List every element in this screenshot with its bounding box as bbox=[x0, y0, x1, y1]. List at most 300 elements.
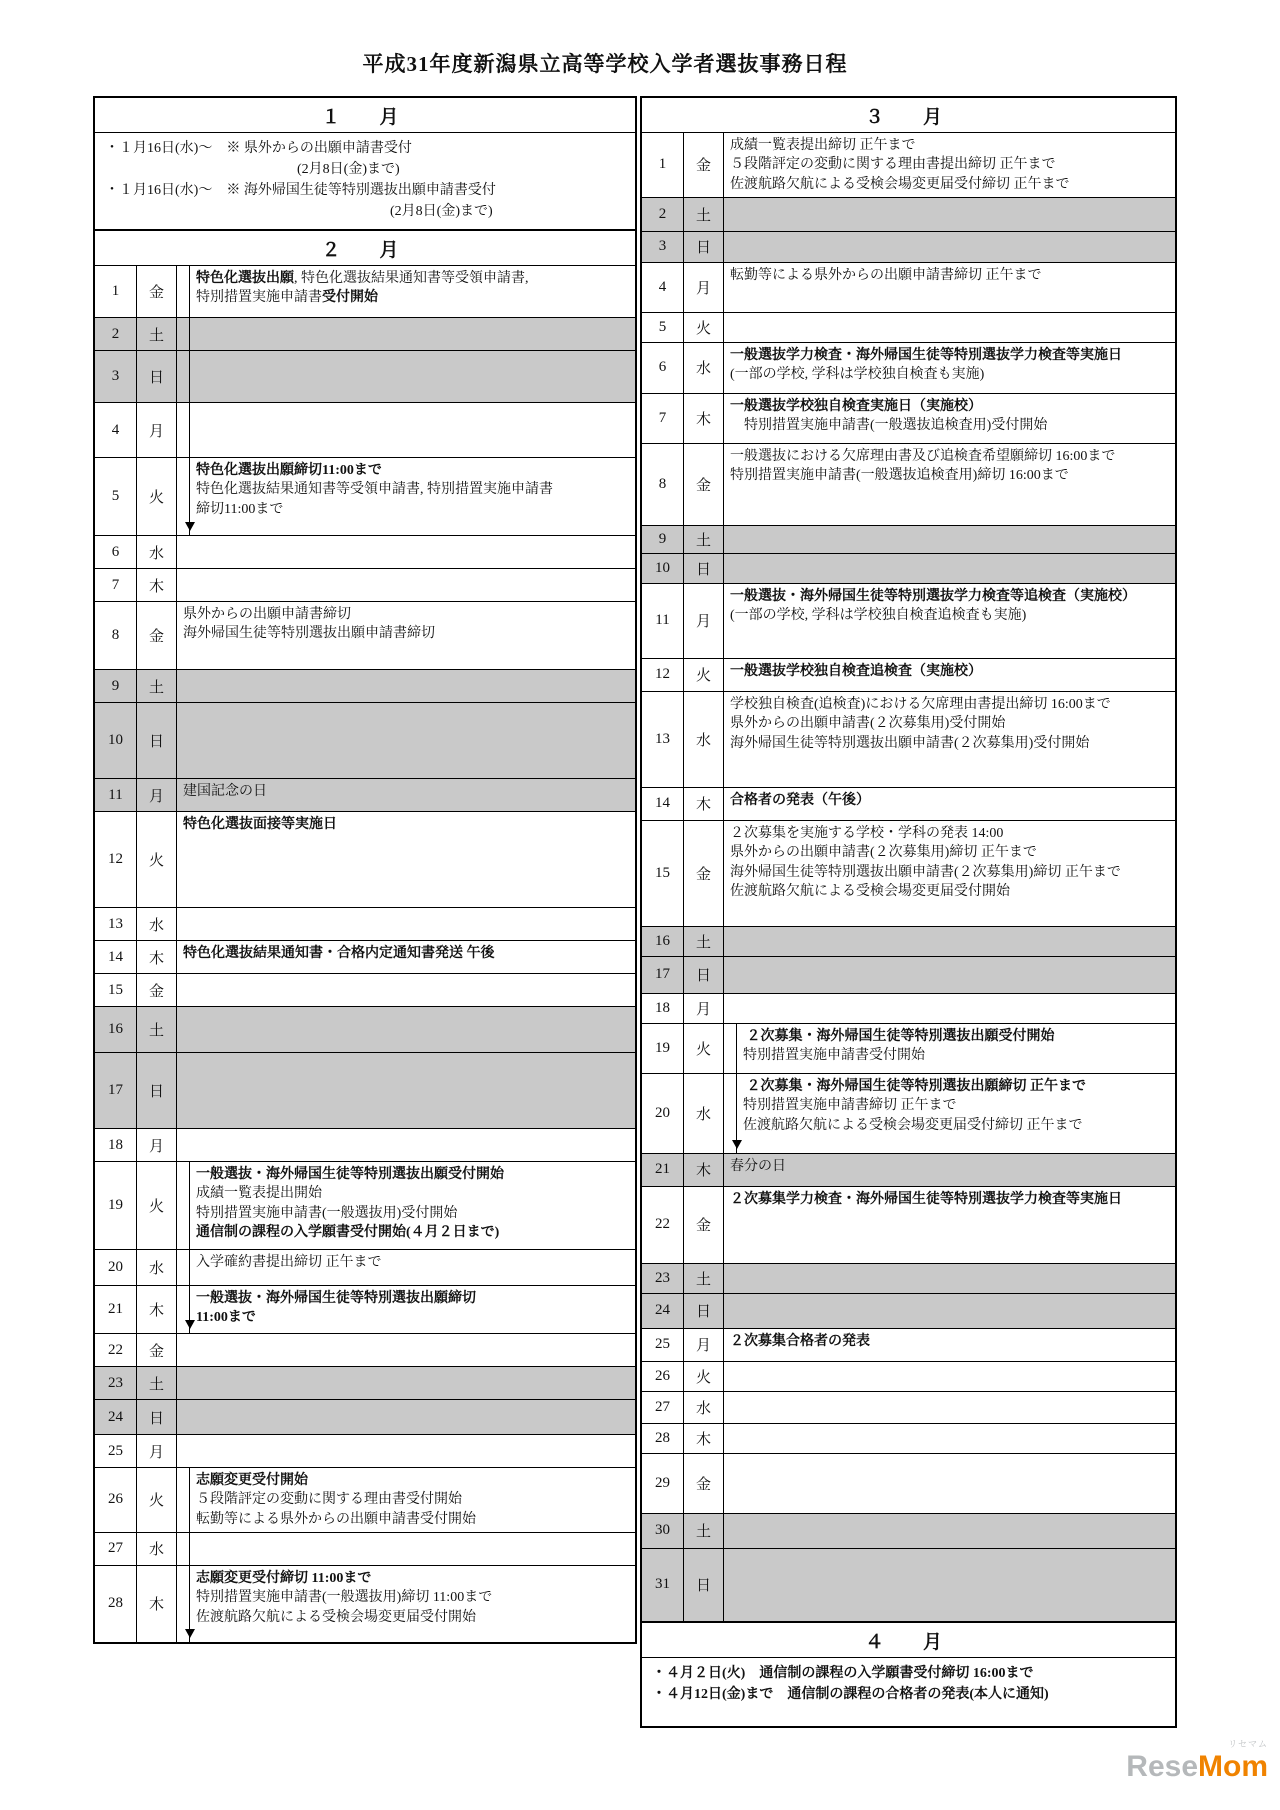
event-text bbox=[177, 670, 635, 702]
weekday-cell: 金 bbox=[684, 444, 724, 525]
day-cell: 25 bbox=[95, 1435, 137, 1467]
day-cell: 4 bbox=[642, 263, 684, 312]
event-text bbox=[190, 318, 635, 350]
event-text bbox=[177, 974, 635, 1006]
period-arrow bbox=[177, 351, 190, 402]
table-row bbox=[642, 444, 1175, 526]
event-cell bbox=[177, 1129, 635, 1161]
note-line: ・４月２日(火) 通信制の課程の入学願書受付締切 16:00まで bbox=[652, 1665, 1034, 1681]
weekday-cell: 月 bbox=[684, 263, 724, 312]
table-row bbox=[95, 536, 635, 569]
month-header-april: ４ 月 bbox=[642, 1621, 1175, 1658]
day-cell: 2 bbox=[95, 318, 137, 350]
event-text: 一般選抜学校独自検査追検査（実施校） bbox=[730, 663, 982, 679]
table-row bbox=[642, 1514, 1175, 1549]
table-row bbox=[642, 313, 1175, 343]
weekday-cell: 月 bbox=[684, 994, 724, 1023]
resemom-logo bbox=[1126, 1737, 1268, 1784]
calendar-table-mar-apr bbox=[640, 96, 1177, 1728]
event-cell bbox=[177, 1400, 635, 1434]
table-row bbox=[642, 1294, 1175, 1329]
weekday-cell: 日 bbox=[684, 957, 724, 993]
event-text bbox=[177, 1367, 635, 1399]
event-text: ２次募集を実施する学校・学科の発表 14:00 県外からの出願申請書(２次募集用)締切 正午まで 海外帰国生徒等特別選抜出願申請書(２次募集用)締切 正午まで 佐渡航路欠航による受検会場変更届受付開始 bbox=[730, 825, 1121, 899]
day-cell: 10 bbox=[95, 703, 137, 778]
weekday-cell: 月 bbox=[684, 1329, 724, 1361]
day-cell: 27 bbox=[95, 1533, 137, 1565]
day-cell: 11 bbox=[95, 779, 137, 811]
table-row bbox=[95, 1435, 635, 1468]
event-text bbox=[177, 1007, 635, 1052]
april-notes bbox=[642, 1658, 1175, 1726]
weekday-cell: 木 bbox=[137, 941, 177, 973]
event-cell bbox=[177, 703, 635, 778]
day-cell: 11 bbox=[642, 584, 684, 658]
event-cell bbox=[724, 994, 1175, 1023]
weekday-cell: 水 bbox=[684, 1392, 724, 1423]
weekday-cell: 金 bbox=[137, 602, 177, 669]
day-cell: 26 bbox=[95, 1468, 137, 1532]
table-row bbox=[95, 974, 635, 1007]
table-row bbox=[642, 994, 1175, 1024]
day-cell: 9 bbox=[95, 670, 137, 702]
weekday-cell: 金 bbox=[684, 821, 724, 926]
event-text bbox=[724, 994, 1175, 1023]
period-arrow bbox=[177, 403, 190, 457]
weekday-cell: 日 bbox=[684, 1549, 724, 1621]
table-row bbox=[95, 1129, 635, 1162]
event-cell bbox=[177, 266, 635, 317]
table-row bbox=[642, 394, 1175, 444]
event-text bbox=[177, 1053, 635, 1128]
weekday-cell: 木 bbox=[137, 1286, 177, 1333]
table-row bbox=[95, 1250, 635, 1286]
table-row bbox=[95, 1400, 635, 1435]
table-row bbox=[642, 1454, 1175, 1514]
event-text bbox=[190, 1533, 635, 1565]
day-cell: 12 bbox=[95, 812, 137, 907]
weekday-cell: 火 bbox=[137, 812, 177, 907]
table-row bbox=[642, 788, 1175, 821]
weekday-cell: 日 bbox=[137, 351, 177, 402]
day-cell: 24 bbox=[95, 1400, 137, 1434]
table-row bbox=[642, 1362, 1175, 1392]
table-row bbox=[95, 351, 635, 403]
weekday-cell: 日 bbox=[684, 554, 724, 583]
event-cell bbox=[177, 1286, 635, 1333]
event-cell bbox=[724, 198, 1175, 231]
event-cell bbox=[177, 812, 635, 907]
table-row bbox=[95, 812, 635, 908]
period-arrow bbox=[177, 318, 190, 350]
weekday-cell: 水 bbox=[684, 692, 724, 787]
day-cell: 6 bbox=[642, 343, 684, 393]
event-text bbox=[177, 1400, 635, 1434]
weekday-cell: 木 bbox=[137, 1566, 177, 1642]
day-cell: 21 bbox=[642, 1154, 684, 1186]
day-cell: 23 bbox=[95, 1367, 137, 1399]
table-row bbox=[642, 1329, 1175, 1362]
event-cell bbox=[724, 232, 1175, 262]
event-cell bbox=[177, 1367, 635, 1399]
event-cell bbox=[724, 1187, 1175, 1263]
event-cell bbox=[177, 403, 635, 457]
event-cell bbox=[724, 788, 1175, 820]
day-cell: 18 bbox=[642, 994, 684, 1023]
day-cell: 28 bbox=[642, 1424, 684, 1453]
day-cell: 5 bbox=[642, 313, 684, 342]
event-text: 春分の日 bbox=[730, 1158, 786, 1174]
table-row bbox=[642, 1549, 1175, 1621]
month-header-january: １ 月 bbox=[95, 98, 635, 133]
day-cell: 20 bbox=[642, 1074, 684, 1153]
event-text: 一般選抜・海外帰国生徒等特別選抜出願受付開始 成績一覧表提出開始 特別措置実施申請書(一般選抜用)受付開始 通信制の課程の入学願書受付開始(４月２日まで) bbox=[196, 1167, 504, 1240]
event-text: 特色化選抜出願, 特色化選抜結果通知書等受領申請書, 特別措置実施申請書受付開始 bbox=[196, 271, 529, 306]
table-row bbox=[95, 779, 635, 812]
day-cell: 7 bbox=[642, 394, 684, 443]
table-row bbox=[95, 403, 635, 458]
event-text bbox=[177, 908, 635, 940]
table-row bbox=[95, 266, 635, 318]
event-text: 学校独自検査(追検査)における欠席理由書提出締切 16:00まで 県外からの出願申請書(２次募集用)受付開始 海外帰国生徒等特別選抜出願申請書(２次募集用)受付開始 bbox=[730, 696, 1111, 751]
event-text bbox=[724, 1294, 1175, 1328]
event-text bbox=[177, 569, 635, 601]
arrow-down-icon bbox=[185, 1629, 195, 1643]
event-text: 一般選抜学校独自検査実施日（実施校） 特別措置実施申請書(一般選抜追検査用)受付開始 bbox=[730, 398, 1048, 434]
weekday-cell: 火 bbox=[684, 313, 724, 342]
period-arrow bbox=[724, 1074, 737, 1153]
table-row bbox=[95, 1367, 635, 1400]
day-cell: 19 bbox=[95, 1162, 137, 1249]
note-line: ・１月16日(水)～ ※ 海外帰国生徒等特別選抜出願申請書受付 bbox=[105, 183, 496, 198]
event-cell bbox=[177, 1533, 635, 1565]
event-cell bbox=[724, 1424, 1175, 1453]
weekday-cell: 金 bbox=[137, 974, 177, 1006]
table-row bbox=[95, 1007, 635, 1053]
event-cell bbox=[724, 1549, 1175, 1621]
note-line: (2月8日(金)まで) bbox=[297, 162, 400, 177]
event-text: 一般選抜・海外帰国生徒等特別選抜学力検査等追検査（実施校） (一部の学校, 学科は学校独自検査追検査も実施) bbox=[730, 588, 1136, 624]
event-cell bbox=[177, 602, 635, 669]
weekday-cell: 土 bbox=[684, 526, 724, 553]
arrow-down-icon bbox=[732, 1140, 742, 1154]
weekday-cell: 火 bbox=[684, 659, 724, 691]
table-row bbox=[95, 569, 635, 602]
table-row bbox=[95, 318, 635, 351]
day-cell: 2 bbox=[642, 198, 684, 231]
event-cell bbox=[177, 458, 635, 535]
table-row bbox=[642, 584, 1175, 659]
event-cell bbox=[177, 941, 635, 973]
table-row bbox=[95, 703, 635, 779]
weekday-cell: 木 bbox=[684, 788, 724, 820]
event-cell bbox=[177, 779, 635, 811]
event-text bbox=[724, 313, 1175, 342]
event-cell bbox=[177, 1162, 635, 1249]
event-text: 転勤等による県外からの出願申請書締切 正午まで bbox=[730, 267, 1042, 283]
weekday-cell: 水 bbox=[137, 1250, 177, 1285]
weekday-cell: 月 bbox=[137, 403, 177, 457]
event-text: 特色化選抜結果通知書・合格内定通知書発送 午後 bbox=[183, 946, 495, 961]
day-cell: 31 bbox=[642, 1549, 684, 1621]
event-text: 一般選抜における欠席理由書及び追検査希望願締切 16:00まで 特別措置実施申請書(一般選抜追検査用)締切 16:00まで bbox=[730, 448, 1116, 484]
day-cell: 6 bbox=[95, 536, 137, 568]
weekday-cell: 水 bbox=[137, 1533, 177, 1565]
day-cell: 9 bbox=[642, 526, 684, 553]
event-text: 入学確約書提出締切 正午まで bbox=[196, 1255, 382, 1270]
resemom-logo-caption: リセマム bbox=[1228, 1739, 1268, 1749]
event-cell bbox=[177, 908, 635, 940]
period-arrow bbox=[177, 1566, 190, 1642]
event-cell bbox=[724, 394, 1175, 443]
weekday-cell: 火 bbox=[137, 1468, 177, 1532]
weekday-cell: 火 bbox=[137, 458, 177, 535]
resemom-wordmark: ReseMom bbox=[1126, 1750, 1268, 1783]
event-text: 志願変更受付締切 11:00まで 特別措置実施申請書(一般選抜用)締切 11:00まで 佐渡航路欠航による受検会場変更届受付開始 bbox=[196, 1570, 493, 1625]
period-arrow bbox=[177, 1286, 190, 1333]
note-line: ・１月16日(水)～ ※ 県外からの出願申請書受付 bbox=[105, 141, 412, 156]
january-notes bbox=[95, 133, 635, 229]
table-row bbox=[642, 1154, 1175, 1187]
event-cell bbox=[724, 1392, 1175, 1423]
table-row bbox=[95, 670, 635, 703]
table-row bbox=[642, 1024, 1175, 1074]
weekday-cell: 木 bbox=[684, 1424, 724, 1453]
event-cell bbox=[177, 1566, 635, 1642]
march-rows bbox=[642, 133, 1175, 1621]
table-row bbox=[95, 1468, 635, 1533]
event-text bbox=[177, 1129, 635, 1161]
event-text: 県外からの出願申請書締切 海外帰国生徒等特別選抜出願申請書締切 bbox=[183, 607, 435, 642]
event-text bbox=[724, 1514, 1175, 1548]
table-row bbox=[95, 1533, 635, 1566]
day-cell: 1 bbox=[642, 133, 684, 197]
event-text: 特色化選抜面接等実施日 bbox=[183, 817, 337, 832]
weekday-cell: 土 bbox=[684, 927, 724, 956]
event-cell bbox=[724, 343, 1175, 393]
day-cell: 24 bbox=[642, 1294, 684, 1328]
table-row bbox=[95, 458, 635, 536]
event-cell bbox=[724, 1362, 1175, 1391]
table-row bbox=[95, 1334, 635, 1367]
period-arrow bbox=[177, 1250, 190, 1285]
event-text: ２次募集合格者の発表 bbox=[730, 1333, 870, 1349]
day-cell: 29 bbox=[642, 1454, 684, 1513]
table-row bbox=[642, 1424, 1175, 1454]
table-row bbox=[642, 263, 1175, 313]
day-cell: 25 bbox=[642, 1329, 684, 1361]
event-text: ２次募集学力検査・海外帰国生徒等特別選抜学力検査等実施日 bbox=[730, 1191, 1122, 1207]
day-cell: 19 bbox=[642, 1024, 684, 1073]
event-cell bbox=[177, 974, 635, 1006]
event-cell bbox=[724, 526, 1175, 553]
note-line: (2月8日(金)まで) bbox=[390, 204, 493, 219]
event-text bbox=[724, 927, 1175, 956]
day-cell: 22 bbox=[95, 1334, 137, 1366]
february-rows bbox=[95, 266, 635, 1642]
weekday-cell: 金 bbox=[137, 266, 177, 317]
event-cell bbox=[724, 1329, 1175, 1361]
day-cell: 17 bbox=[95, 1053, 137, 1128]
month-header-february: ２ 月 bbox=[95, 229, 635, 266]
event-cell bbox=[724, 313, 1175, 342]
event-cell bbox=[177, 1250, 635, 1285]
table-row bbox=[642, 927, 1175, 957]
day-cell: 3 bbox=[642, 232, 684, 262]
day-cell: 18 bbox=[95, 1129, 137, 1161]
event-cell bbox=[724, 957, 1175, 993]
day-cell: 26 bbox=[642, 1362, 684, 1391]
day-cell: 1 bbox=[95, 266, 137, 317]
event-cell bbox=[177, 1435, 635, 1467]
event-text bbox=[724, 1362, 1175, 1391]
weekday-cell: 土 bbox=[137, 1007, 177, 1052]
day-cell: 15 bbox=[642, 821, 684, 926]
day-cell: 5 bbox=[95, 458, 137, 535]
weekday-cell: 火 bbox=[684, 1024, 724, 1073]
day-cell: 16 bbox=[642, 927, 684, 956]
day-cell: 12 bbox=[642, 659, 684, 691]
day-cell: 30 bbox=[642, 1514, 684, 1548]
weekday-cell: 日 bbox=[137, 1053, 177, 1128]
table-row bbox=[95, 1053, 635, 1129]
day-cell: 14 bbox=[95, 941, 137, 973]
event-text bbox=[177, 703, 635, 778]
weekday-cell: 木 bbox=[137, 569, 177, 601]
weekday-cell: 土 bbox=[684, 198, 724, 231]
event-cell bbox=[177, 536, 635, 568]
event-text: 成績一覧表提出締切 正午まで ５段階評定の変動に関する理由書提出締切 正午まで 佐渡航路欠航による受検会場変更届受付締切 正午まで bbox=[730, 138, 1070, 192]
event-cell bbox=[177, 670, 635, 702]
event-cell bbox=[724, 1294, 1175, 1328]
weekday-cell: 月 bbox=[137, 1435, 177, 1467]
day-cell: 4 bbox=[95, 403, 137, 457]
period-arrow bbox=[177, 1468, 190, 1532]
table-row bbox=[642, 1074, 1175, 1154]
day-cell: 8 bbox=[95, 602, 137, 669]
weekday-cell: 日 bbox=[137, 703, 177, 778]
weekday-cell: 水 bbox=[137, 908, 177, 940]
weekday-cell: 水 bbox=[684, 1074, 724, 1153]
note-line: ・４月12日(金)まで 通信制の課程の合格者の発表(本人に通知) bbox=[652, 1686, 1049, 1702]
table-row bbox=[642, 1392, 1175, 1424]
table-row bbox=[95, 908, 635, 941]
weekday-cell: 火 bbox=[684, 1362, 724, 1391]
period-arrow bbox=[724, 1024, 737, 1073]
arrow-down-icon bbox=[185, 522, 195, 536]
event-text bbox=[724, 1454, 1175, 1513]
event-text bbox=[724, 198, 1175, 231]
table-row bbox=[642, 198, 1175, 232]
period-arrow bbox=[177, 1533, 190, 1565]
period-arrow bbox=[177, 1162, 190, 1249]
day-cell: 27 bbox=[642, 1392, 684, 1423]
table-row bbox=[95, 1566, 635, 1642]
page-title: 平成31年度新潟県立高等学校入学者選抜事務日程 bbox=[362, 52, 848, 76]
day-cell: 3 bbox=[95, 351, 137, 402]
weekday-cell: 水 bbox=[137, 536, 177, 568]
day-cell: 23 bbox=[642, 1264, 684, 1293]
event-text bbox=[724, 1549, 1175, 1621]
event-cell bbox=[177, 318, 635, 350]
day-cell: 8 bbox=[642, 444, 684, 525]
table-row bbox=[95, 602, 635, 670]
day-cell: 16 bbox=[95, 1007, 137, 1052]
day-cell: 7 bbox=[95, 569, 137, 601]
event-text: 合格者の発表（午後） bbox=[730, 792, 870, 808]
event-cell bbox=[724, 1514, 1175, 1548]
table-row bbox=[642, 526, 1175, 554]
weekday-cell: 土 bbox=[137, 1367, 177, 1399]
event-text: ２次募集・海外帰国生徒等特別選抜出願受付開始 特別措置実施申請書受付開始 bbox=[743, 1028, 1055, 1064]
table-row bbox=[642, 343, 1175, 394]
event-cell bbox=[724, 821, 1175, 926]
event-cell bbox=[724, 927, 1175, 956]
table-row bbox=[642, 1264, 1175, 1294]
event-cell bbox=[724, 1264, 1175, 1293]
day-cell: 10 bbox=[642, 554, 684, 583]
period-arrow bbox=[177, 266, 190, 317]
period-arrow bbox=[177, 458, 190, 535]
weekday-cell: 木 bbox=[684, 394, 724, 443]
calendar-table-jan-feb bbox=[93, 96, 637, 1644]
event-text: 志願変更受付開始 ５段階評定の変動に関する理由書受付開始 転勤等による県外からの出願申請書受付開始 bbox=[196, 1473, 476, 1527]
weekday-cell: 土 bbox=[137, 318, 177, 350]
table-row bbox=[642, 821, 1175, 927]
event-text bbox=[177, 1334, 635, 1366]
table-row bbox=[642, 659, 1175, 692]
event-text bbox=[724, 1392, 1175, 1423]
weekday-cell: 木 bbox=[684, 1154, 724, 1186]
weekday-cell: 日 bbox=[684, 232, 724, 262]
event-cell bbox=[724, 133, 1175, 197]
event-text bbox=[724, 232, 1175, 262]
event-text bbox=[724, 554, 1175, 583]
event-cell bbox=[724, 692, 1175, 787]
weekday-cell: 日 bbox=[684, 1294, 724, 1328]
event-cell bbox=[724, 1154, 1175, 1186]
day-cell: 14 bbox=[642, 788, 684, 820]
event-text bbox=[724, 1264, 1175, 1293]
weekday-cell: 火 bbox=[137, 1162, 177, 1249]
event-cell bbox=[177, 1468, 635, 1532]
event-cell bbox=[724, 584, 1175, 658]
event-text: ２次募集・海外帰国生徒等特別選抜出願締切 正午まで 特別措置実施申請書締切 正午まで 佐渡航路欠航による受検会場変更届受付締切 正午まで bbox=[743, 1078, 1086, 1133]
event-cell bbox=[724, 263, 1175, 312]
weekday-cell: 月 bbox=[137, 779, 177, 811]
event-cell bbox=[724, 659, 1175, 691]
event-cell bbox=[177, 1334, 635, 1366]
weekday-cell: 金 bbox=[684, 1454, 724, 1513]
table-row bbox=[95, 1286, 635, 1334]
day-cell: 21 bbox=[95, 1286, 137, 1333]
table-row bbox=[642, 957, 1175, 994]
day-cell: 20 bbox=[95, 1250, 137, 1285]
event-text bbox=[177, 536, 635, 568]
table-row bbox=[642, 232, 1175, 263]
weekday-cell: 金 bbox=[684, 133, 724, 197]
weekday-cell: 金 bbox=[137, 1334, 177, 1366]
table-row bbox=[642, 554, 1175, 584]
event-text bbox=[724, 1424, 1175, 1453]
event-text: 一般選抜・海外帰国生徒等特別選抜出願締切 11:00まで bbox=[196, 1291, 476, 1326]
weekday-cell: 水 bbox=[684, 343, 724, 393]
event-cell bbox=[177, 1007, 635, 1052]
event-text: 特色化選抜出願締切11:00まで 特色化選抜結果通知書等受領申請書, 特別措置実施申請書 締切11:00まで bbox=[196, 463, 553, 517]
event-cell bbox=[177, 351, 635, 402]
event-text bbox=[190, 403, 635, 457]
table-row bbox=[95, 941, 635, 974]
